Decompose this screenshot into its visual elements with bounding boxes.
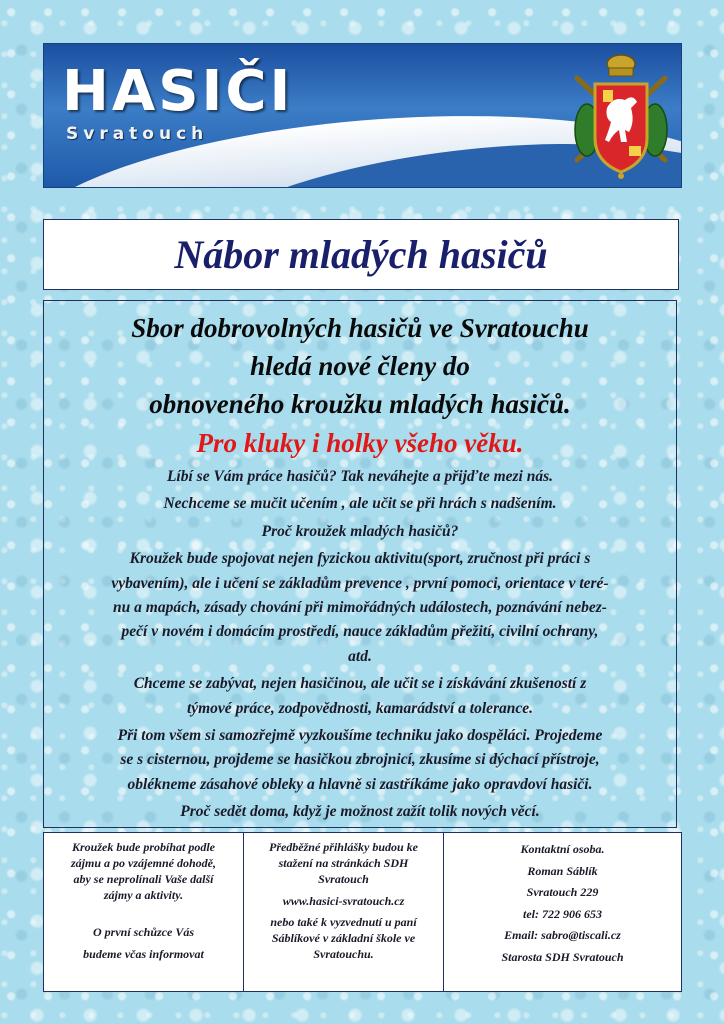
contact-name: Roman Sáblík — [527, 863, 598, 878]
paragraph-line: týmové práce, zodpovědnosti, kamarádství a tolerance. — [186, 699, 534, 717]
brand-subtitle: Svratouch — [66, 124, 209, 144]
headline-line: obnoveného kroužku mladých hasičů. — [149, 389, 571, 419]
paragraph-equipment — [48, 724, 672, 797]
footer-schedule-cell — [44, 833, 244, 991]
paragraph-line: vybavením), ale i učení se základům prevence , první pomoci, orientace v teré- — [111, 574, 609, 592]
headline-line: Sbor dobrovolných hasičů ve Svratouchu — [131, 313, 589, 343]
header-banner — [43, 43, 682, 188]
paragraph-line: Proč sedět doma, když je možnost zažít tolik nových věcí. — [180, 803, 540, 821]
pickup-line: nebo také k vyzvednutí u paní — [270, 915, 417, 929]
registration-line: stažení na stránkách SDH — [278, 856, 409, 870]
paragraph-motto — [48, 492, 672, 516]
headline — [44, 309, 676, 423]
spacer — [49, 903, 238, 921]
pickup-line: Svratouchu. — [313, 947, 374, 961]
registration-line: Předběžné přihlášky budou ke — [268, 840, 418, 854]
schedule-line: Kroužek bude probíhat podle — [71, 840, 215, 854]
page-title: Nábor mladých hasičů — [174, 232, 548, 277]
footer-registration-cell — [244, 833, 444, 991]
pickup-line: Sáblíkové v základní škole ve — [271, 931, 416, 945]
meeting-note-line: budeme včas informovat — [83, 947, 204, 961]
highlight-text: Pro kluky i holky všeho věku. — [196, 428, 524, 458]
contact-email[interactable]: Email: sabro@tiscali.cz — [504, 928, 621, 942]
title-box — [43, 219, 679, 290]
meeting-note-line: O první schůzce Vás — [92, 925, 194, 939]
paragraph-closing — [48, 800, 672, 824]
paragraph-invite — [48, 465, 672, 489]
fire-brigade-emblem-icon — [569, 50, 673, 180]
paragraph-teamwork — [48, 672, 672, 721]
website-link[interactable]: www.hasici-svratouch.cz — [282, 894, 405, 908]
paragraph-line: se s cisternou, projdeme se hasičkou zbrojnicí, zkusíme si dýchací přístroje, — [120, 751, 600, 769]
paragraph-line: Při tom všem si samozřejmě vyzkoušíme techniku jako dospěláci. Projedeme — [117, 727, 603, 745]
paragraph-line: Nechceme se mučit učením , ale učit se při hrách s nadšením. — [163, 495, 557, 513]
paragraph-line: Chceme se zabývat, nejen hasičinou, ale učit se i získávání zkušeností z — [133, 675, 587, 693]
contact-phone: tel: 722 906 653 — [523, 906, 602, 921]
paragraph-question — [48, 520, 672, 544]
paragraph-line: nu a mapách, zásady chování při mimořádných událostech, poznávání nebez- — [113, 599, 607, 617]
contact-role: Starosta SDH Svratouch — [501, 949, 624, 964]
paragraph-line: Kroužek bude spojovat nejen fyzickou aktivitu(sport, zručnost při práci s — [129, 550, 591, 568]
brand-title: HASIČI — [62, 59, 294, 124]
paragraph-line: oblékneme zásahové obleky a hlavně si zastříkáme jako opravdoví hasiči. — [127, 775, 593, 793]
contact-address: Svratouch 229 — [526, 885, 599, 899]
schedule-line: zájmu a po vzájemné dohodě, — [70, 856, 216, 870]
paragraph-line: atd. — [348, 647, 372, 665]
schedule-line: zájmy a aktivity. — [103, 888, 184, 902]
registration-line: Svratouch — [318, 872, 369, 886]
paragraph-line: Proč kroužek mladých hasičů? — [261, 522, 459, 540]
paragraph-line: Líbí se Vám práce hasičů? Tak neváhejte a přijďte mezi nás. — [166, 468, 554, 485]
paragraph-activities — [48, 547, 672, 669]
headline-line: hledá nové členy do — [250, 351, 470, 381]
main-content — [43, 300, 677, 828]
paragraph-line: pečí v novém i domácím prostředí, nauce základům přežití, civilní ochrany, — [121, 623, 599, 641]
contact-label: Kontaktní osoba. — [520, 842, 605, 856]
footer-contact-cell — [444, 833, 681, 991]
footer-info-table — [43, 832, 682, 992]
schedule-line: aby se neprolínali Vaše další — [73, 872, 214, 886]
